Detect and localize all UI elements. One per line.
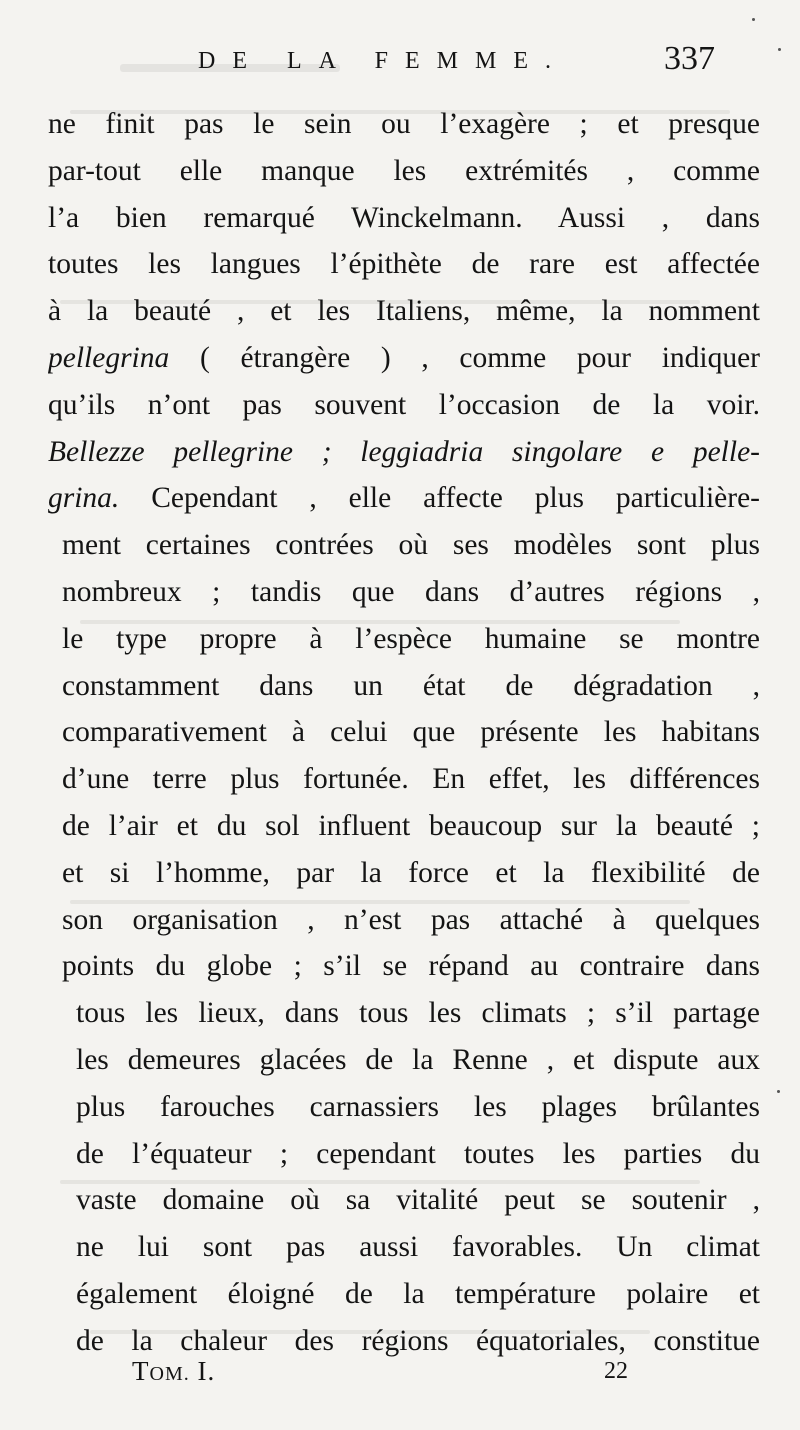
text-line: nombreux ; tandis que dans d’autres régions , [62,575,760,608]
text-line: constamment dans un état de dégradation , [62,669,760,702]
ink-speck [778,48,781,51]
text-line: grina. Cependant , elle affecte plus particulière- [48,482,760,515]
text-line: d’une terre plus fortunée. En effet, les différences [62,763,760,796]
text-line: tous les lieux, dans tous les climats ; s’il partage [76,997,760,1030]
text-line: vaste domaine où sa vitalité peut se soutenir , [76,1184,760,1217]
text-line: toutes les langues l’épithète de rare est affectée [48,248,760,281]
text-line: l’a bien remarqué Winckelmann. Aussi , dans [48,201,760,234]
text-line: de l’air et du sol influent beaucoup sur la beauté ; [62,809,760,842]
text-line: également éloigné de la température polaire et [76,1277,760,1310]
italic-word: pellegrina [48,341,170,374]
text-line: son organisation , n’est pas attaché à quelques [62,903,760,936]
volume-signature: TOM. I. [132,1356,216,1386]
italic-word: grina. [48,482,120,515]
text-line: de l’équateur ; cependant toutes les parties du [76,1137,760,1170]
text-line: ne lui sont pas aussi favorables. Un climat [76,1231,760,1264]
text-line: comparativement à celui que présente les habitans [62,716,760,749]
text-line: ne finit pas le sein ou l’exagère ; et presque [48,108,760,140]
text-line: de la chaleur des régions équatoriales, constitue [76,1324,760,1357]
text-line: par-tout elle manque les extrémités , comme [48,154,760,187]
running-header [0,40,800,90]
text-line: plus farouches carnassiers les plages brûlantes [76,1090,760,1123]
text-line: points du globe ; s’il se répand au contraire dans [62,950,760,983]
ink-speck [752,18,755,21]
running-title: DE LA FEMME. [198,48,569,74]
italic-quotation-line: Bellezze pellegrine ; leggiadria singolare e pelle- [48,435,760,468]
sheet-number: 22 [604,1358,628,1384]
page-footer [0,1356,800,1396]
page-number: 337 [664,40,715,77]
text-line: pellegrina ( étrangère ) , comme pour indiquer [48,341,760,374]
body-text [48,101,760,1365]
ink-speck [777,1090,780,1093]
text-line: les demeures glacées de la Renne , et dispute aux [76,1043,760,1076]
text-line: et si l’homme, par la force et la flexibilité de [62,856,760,889]
text-line: ment certaines contrées où ses modèles sont plus [62,529,760,562]
text-line: à la beauté , et les Italiens, même, la nomment [48,295,760,328]
text-line: le type propre à l’espèce humaine se montre [62,622,760,655]
text-line: qu’ils n’ont pas souvent l’occasion de la voir. [48,388,760,421]
